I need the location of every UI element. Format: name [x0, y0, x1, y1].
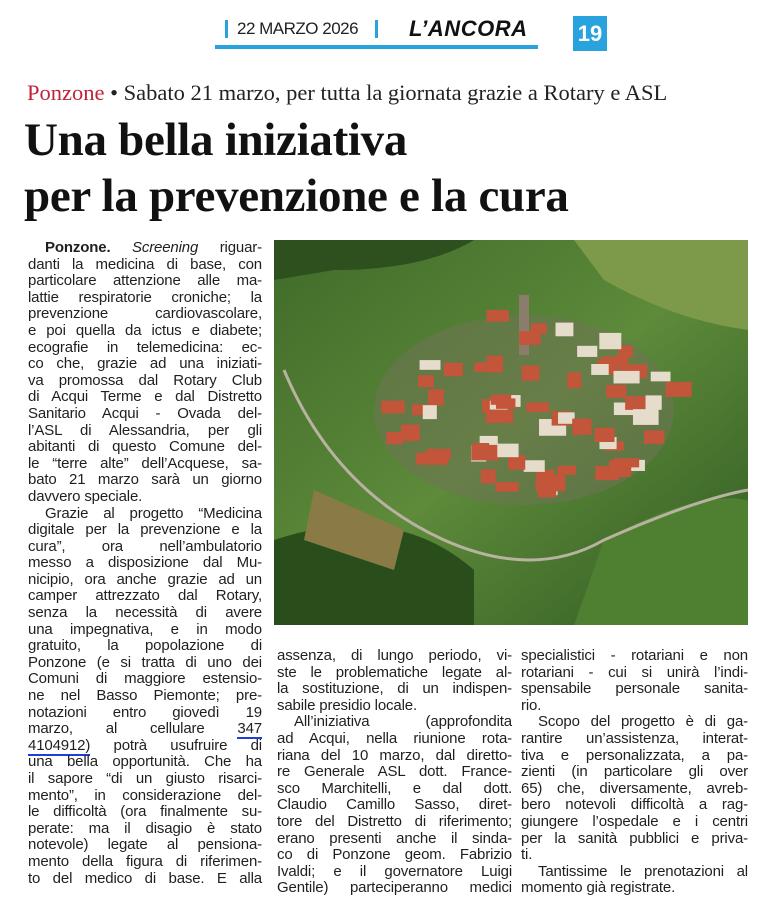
text-line: e poi quella da ictus e diabete; — [28, 321, 262, 339]
text-segment — [110, 239, 132, 256]
text-line: danti la medicina di base, con — [28, 255, 262, 273]
text-line: spensabile personale sanita- — [521, 680, 748, 698]
house — [526, 402, 549, 412]
house — [644, 430, 664, 443]
text-line: prevenzione cardiovascolare, — [28, 305, 262, 323]
phone-number: 4104912) — [28, 736, 91, 754]
text-line: particolare attenzione alle ma- — [28, 272, 262, 290]
house — [651, 372, 671, 382]
text-line: una bella opportunità. Che ha — [28, 753, 262, 771]
kicker-text: Sabato 21 marzo, per tutta la giornata grazie a Rotary e ASL — [123, 80, 668, 105]
house — [481, 469, 496, 483]
house — [519, 331, 540, 345]
text-line: bero notevoli difficoltà a rag- — [521, 796, 748, 814]
text-line: ste le problematiche legate al- — [277, 663, 512, 681]
house — [558, 466, 576, 475]
text-line: Gentile) parteciperanno medici — [277, 879, 512, 897]
house — [614, 371, 640, 384]
text-line: di Acqui Terme e dal Distretto — [28, 388, 262, 406]
kicker-bullet: • — [110, 80, 119, 105]
text-line: Comuni di maggiore estensio- — [28, 670, 262, 688]
house — [567, 372, 581, 388]
text-line: to del medico di base. E alla — [28, 869, 262, 887]
text-line: giungere l’ospedale e i centri — [521, 812, 748, 830]
house — [606, 385, 626, 398]
house — [418, 375, 434, 387]
text-line: le difficoltà (ora finalmente su- — [28, 803, 262, 821]
house — [556, 323, 574, 337]
text-line: erano presenti anche il sinda- — [277, 829, 512, 847]
text-line: co che, grazie ad una iniziati- — [28, 355, 262, 373]
masthead — [215, 14, 540, 50]
text-line: sco Marchitelli, e dal dott. — [277, 779, 512, 797]
text-segment: Screening — [131, 239, 199, 256]
text-line: rotariani - cui si unirà l’indi- — [521, 663, 748, 681]
house — [599, 333, 621, 349]
text-line: notazioni entro giovedì 19 — [28, 703, 262, 721]
village-aerial-photo — [274, 240, 748, 625]
text-line: mento della figura di riferimen- — [28, 852, 262, 870]
text-line: zienti (in particolare gli over — [521, 763, 748, 781]
text-line: assenza, di lungo periodo, vi- — [277, 647, 512, 664]
text-line: co di Ponzone geom. Fabrizio — [277, 846, 512, 864]
text-line: Scopo del progetto è di ga- — [538, 713, 748, 731]
text-line: bato 21 marzo sarà un giorno — [28, 471, 262, 489]
text-line — [28, 721, 262, 738]
text-line: All’iniziativa (approfondita — [294, 713, 512, 731]
text-line: re Generale ASL dott. France- — [277, 763, 512, 781]
text-line: riana del 10 marzo, dal diretto- — [277, 746, 512, 764]
text-line: per la sanità pubblici e priva- — [521, 829, 748, 847]
headline — [24, 112, 569, 224]
text-segment: riguar- — [198, 239, 262, 256]
headline-line-2: per la prevenzione e la cura — [24, 170, 569, 222]
text-segment: potrà usufruire di — [90, 736, 262, 754]
house — [474, 362, 493, 372]
house — [420, 360, 441, 370]
text-line: una impegnativa, e in modo — [28, 620, 262, 638]
text-line: notevole) legate al pensiona- — [28, 836, 262, 854]
text-line: Sanitario Acqui - Ovada del- — [28, 404, 262, 422]
text-line: va promossa dal Rotary Club — [28, 371, 262, 389]
text-segment: marzo, al cellulare — [28, 720, 238, 738]
text-line — [28, 738, 262, 755]
house — [577, 346, 597, 357]
text-line: digitale per la prevenzione e la — [28, 521, 262, 539]
text-line: tiva e personalizzata, a pa- — [521, 746, 748, 764]
house — [558, 412, 575, 423]
text-line: specialistici - rotariani e non — [521, 647, 748, 664]
house — [471, 445, 499, 461]
text-line: Ponzone (e si tratta di uno dei — [28, 653, 262, 671]
house — [609, 460, 631, 477]
house — [401, 425, 420, 441]
issue-date: 22 MARZO 2026 — [237, 19, 359, 38]
house — [633, 409, 659, 425]
text-line: perate: ma il disagio è stato — [28, 819, 262, 837]
text-line: ecografie in telemedicina: ec- — [28, 338, 262, 356]
house — [572, 419, 591, 435]
text-line: le “terre alte” dell’Acquese, sa- — [28, 454, 262, 472]
house — [613, 356, 628, 366]
article-column-2 — [277, 648, 512, 897]
newspaper-logo: L’ANCORA — [409, 16, 528, 41]
headline-line-1: Una bella iniziativa — [24, 114, 408, 166]
text-line: davvero speciale. — [28, 487, 143, 505]
kicker-location: Ponzone — [27, 80, 105, 105]
text-line: l’ASL di Alessandria, per gli — [28, 421, 262, 439]
house — [666, 382, 692, 397]
text-line: rio. — [521, 696, 542, 714]
text-line: 65) che, diversamente, avreb- — [521, 779, 748, 797]
text-line: cura”, ora nell’ambulatorio — [28, 537, 262, 555]
house — [386, 432, 403, 444]
text-line: camper attrezzato dal Rotary, — [28, 587, 262, 605]
house — [524, 460, 545, 472]
house — [496, 482, 519, 492]
house — [381, 401, 404, 414]
article-column-1 — [28, 240, 262, 887]
house — [539, 475, 565, 492]
masthead-rule — [215, 45, 538, 49]
text-line: rantire un’assistenza, interat- — [521, 729, 748, 747]
house — [486, 310, 509, 322]
kicker — [27, 80, 667, 106]
text-line: ad Acqui, nella riunione rota- — [277, 729, 512, 747]
text-line: messo a disposizione dal Mu- — [28, 554, 262, 572]
house — [497, 444, 518, 458]
text-line: tore del Distretto di riferimento; — [277, 812, 512, 830]
text-line: nicipio, ora anche grazie ad un — [28, 570, 262, 588]
house — [646, 395, 662, 409]
text-line: gratuito, la popolazione di — [28, 637, 262, 655]
text-line: lattie respiratorie croniche; la — [28, 288, 262, 306]
house — [428, 389, 444, 405]
church-tower — [519, 295, 529, 355]
text-line: la sostituzione, di un indispen- — [277, 680, 512, 698]
text-line: il sapore “di un giusto risarci- — [28, 770, 262, 787]
text-line — [28, 240, 262, 257]
text-line: Ivaldi; e il governatore Luigi — [277, 862, 512, 880]
page-number: 19 — [573, 16, 607, 51]
text-line: senza la necessità di avere — [28, 604, 262, 622]
text-line: Tantissime le prenotazioni al — [538, 862, 748, 880]
house — [594, 428, 614, 442]
house — [486, 410, 514, 423]
house — [522, 366, 540, 381]
article-column-3 — [521, 648, 748, 897]
text-line: mento”, in considerazione del- — [28, 786, 262, 804]
divider — [375, 20, 378, 38]
text-line: abitanti di questo Comune del- — [28, 438, 262, 456]
house — [416, 453, 432, 465]
divider — [225, 20, 228, 38]
text-line: ti. — [521, 846, 533, 864]
text-line: ne nel Basso Piemonte; pre- — [28, 687, 262, 705]
text-line: sabile presidio locale. — [277, 696, 417, 714]
text-line: momento già registrate. — [521, 879, 676, 897]
house — [491, 395, 511, 405]
text-line: Claudio Camillo Sasso, diret- — [277, 796, 512, 814]
text-line: Grazie al progetto “Medicina — [45, 504, 262, 522]
house — [444, 363, 463, 376]
text-segment: Ponzone. — [45, 239, 111, 256]
house — [423, 405, 437, 419]
phone-number: 347 — [237, 720, 262, 738]
house — [591, 364, 608, 375]
